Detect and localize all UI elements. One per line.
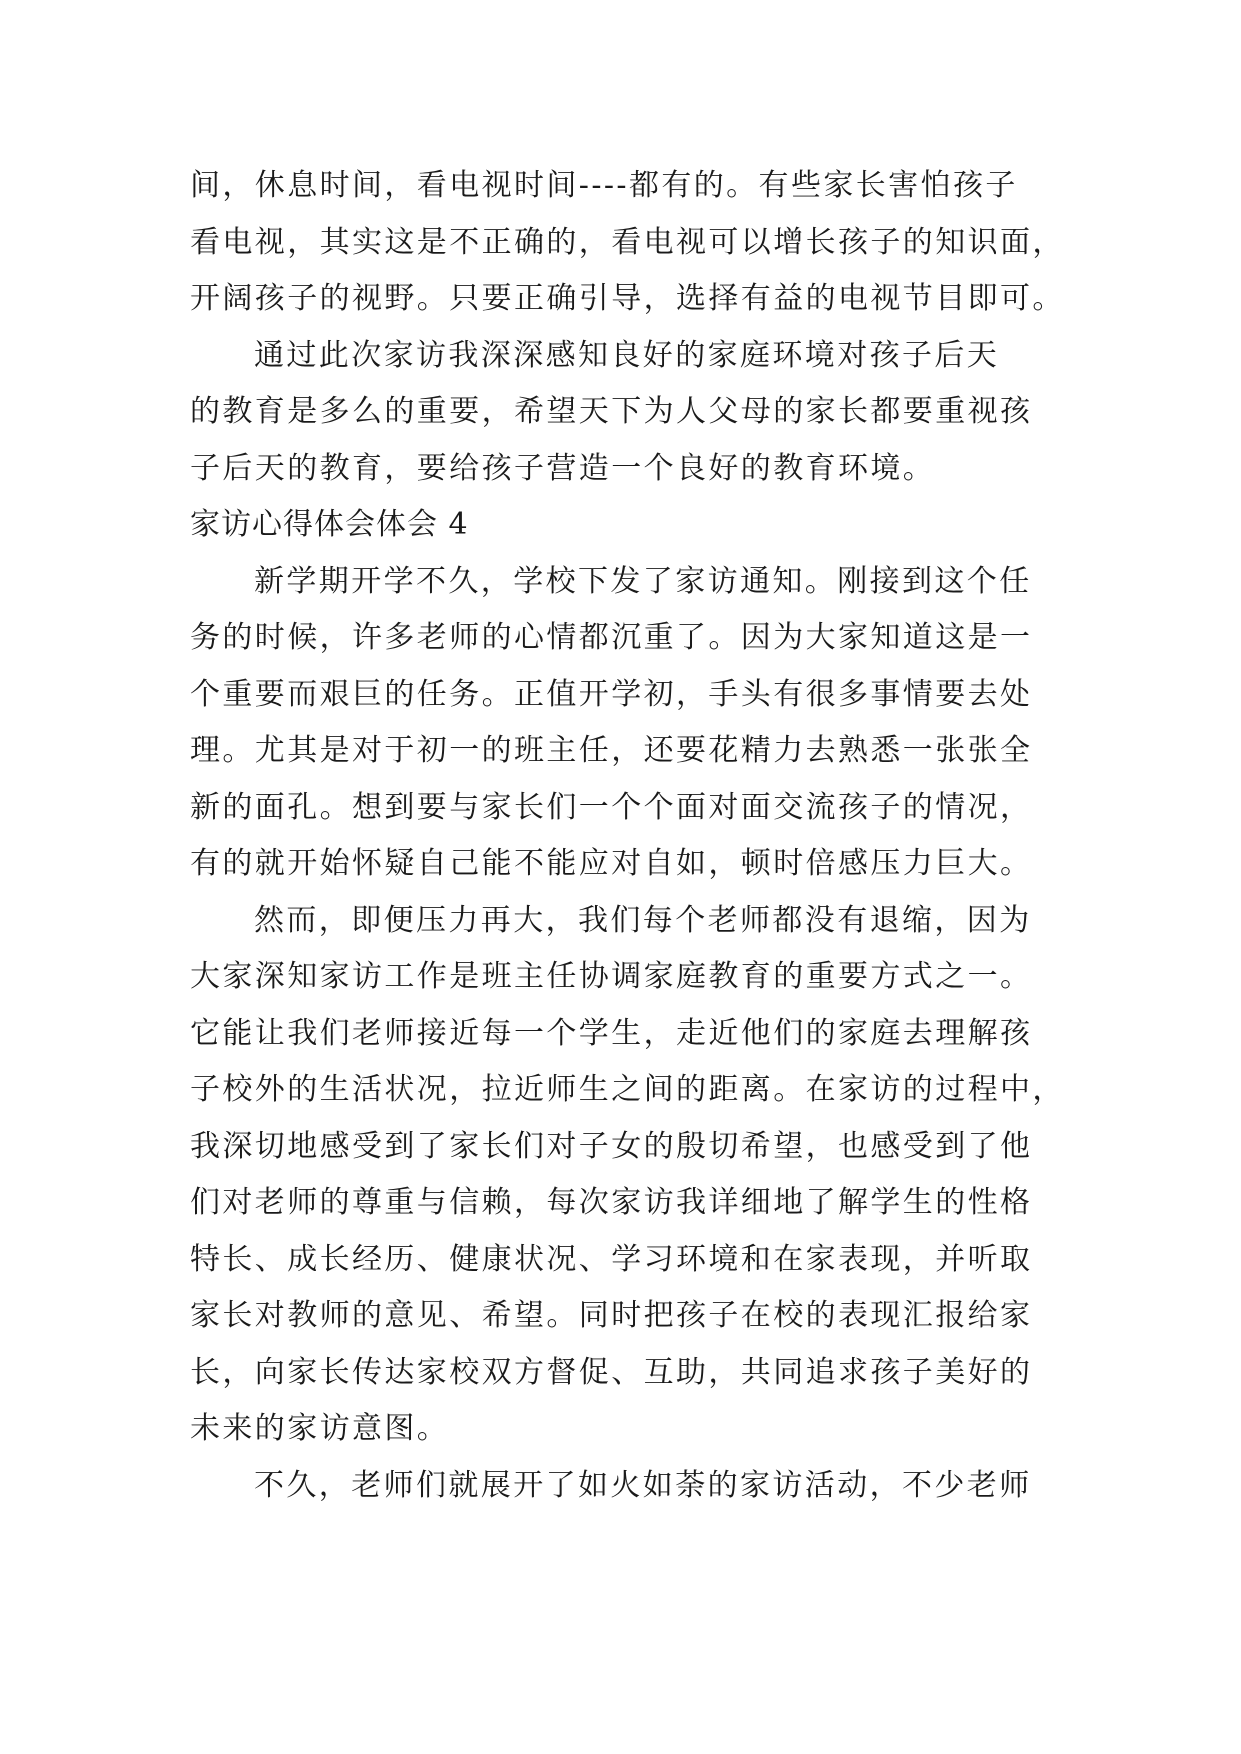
- text-line: 大家深知家访工作是班主任协调家庭教育的重要方式之一。: [190, 959, 1033, 994]
- paragraph-first-line: 不久，老师们就展开了如火如荼的家访活动，不少老师: [254, 1467, 1032, 1503]
- text-line: 子后天的教育，要给孩子营造一个良好的教育环境。: [190, 450, 936, 486]
- paragraph-first-line: 通过此次家访我深深感知良好的家庭环境对孩子后天: [254, 337, 1000, 373]
- text-line: 个重要而艰巨的任务。正值开学初，手头有很多事情要去处: [190, 676, 1033, 712]
- text-line: 开阔孩子的视野。只要正确引导，选择有益的电视节目即可。: [190, 281, 1065, 316]
- document-body: [190, 158, 1070, 1514]
- paragraph-first-line: 然而，即便压力再大，我们每个老师都没有退缩，因为: [254, 902, 1032, 938]
- text-line: 务的时候，许多老师的心情都沉重了。因为大家知道这是一: [190, 620, 1033, 655]
- paragraph-first-line: 新学期开学不久，学校下发了家访通知。刚接到这个任: [254, 563, 1032, 599]
- text-line: 我深切地感受到了家长们对子女的殷切希望，也感受到了他: [190, 1128, 1033, 1164]
- section-heading: 家访心得体会体会 4: [190, 507, 469, 542]
- text-line: 它能让我们老师接近每一个学生，走近他们的家庭去理解孩: [190, 1015, 1033, 1051]
- text-line: 新的面孔。想到要与家长们一个个面对面交流孩子的情况，: [190, 789, 1033, 825]
- text-line: 的教育是多么的重要，希望天下为人父母的家长都要重视孩: [190, 394, 1033, 429]
- text-line: 有的就开始怀疑自己能不能应对自如，顿时倍感压力巨大。: [190, 846, 1033, 881]
- text-line: 长，向家长传达家校双方督促、互助，共同追求孩子美好的: [190, 1354, 1033, 1390]
- text-line: 间，休息时间，看电视时间----都有的。有些家长害怕孩子: [190, 168, 1018, 203]
- text-line: 理。尤其是对于初一的班主任，还要花精力去熟悉一张张全: [190, 733, 1033, 768]
- text-line: 们对老师的尊重与信赖，每次家访我详细地了解学生的性格: [190, 1185, 1033, 1220]
- text-line: 子校外的生活状况，拉近师生之间的距离。在家访的过程中，: [190, 1072, 1065, 1107]
- text-line: 看电视，其实这是不正确的，看电视可以增长孩子的知识面，: [190, 224, 1065, 260]
- text-line: 未来的家访意图。: [190, 1411, 450, 1446]
- text-line: 特长、成长经历、健康状况、学习环境和在家表现，并听取: [190, 1241, 1033, 1277]
- text-line: 家长对教师的意见、希望。同时把孩子在校的表现汇报给家: [190, 1298, 1033, 1333]
